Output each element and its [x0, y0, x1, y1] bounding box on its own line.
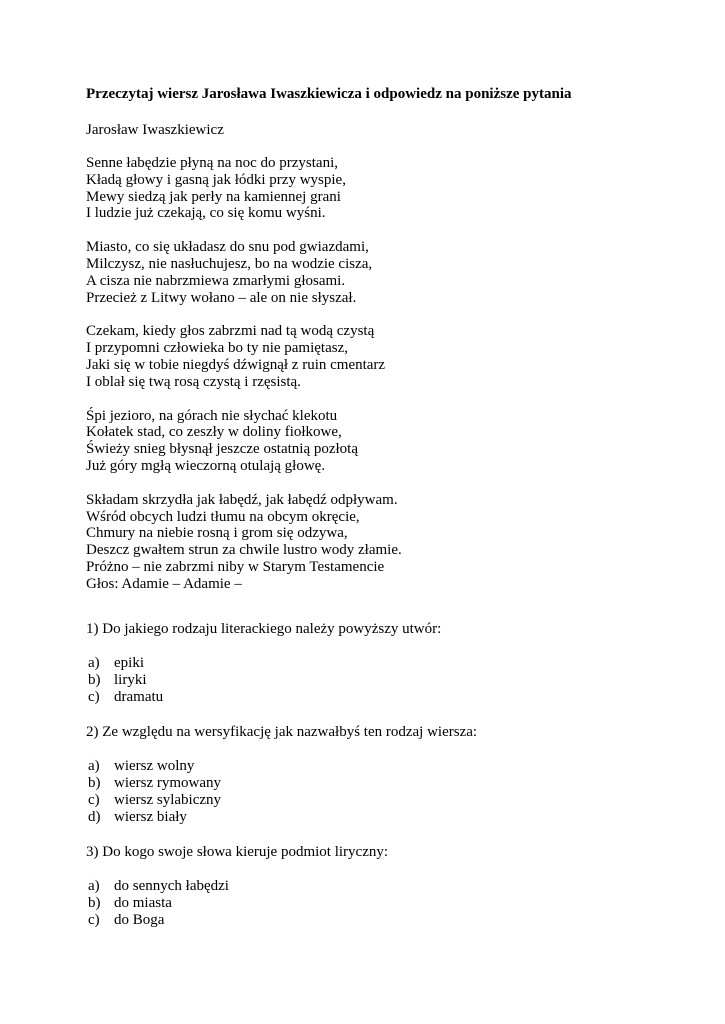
- answer-option: [86, 689, 686, 706]
- option-letter: c): [88, 911, 100, 928]
- question: [86, 620, 686, 706]
- option-letter: a): [88, 757, 100, 774]
- option-letter: b): [88, 894, 101, 911]
- option-text: do miasta: [114, 894, 172, 911]
- poem-line: Chmury na niebie rosną i grom się odzywa,: [86, 525, 348, 542]
- option-text: wiersz wolny: [114, 757, 195, 774]
- poem-line: Wśród obcych ludzi tłumu na obcym okręcie,: [86, 508, 360, 525]
- option-text: epiki: [114, 654, 144, 671]
- answer-option: [86, 672, 686, 689]
- answer-option: [86, 912, 686, 929]
- poem-line: Milczysz, nie nasłuchujesz, bo na wodzie cisza,: [86, 255, 373, 272]
- question-text: 2) Ze względu na wersyfikację jak nazwałbyś ten rodzaj wiersza:: [86, 723, 478, 740]
- answer-option: [86, 758, 686, 775]
- poem-line: Jaki się w tobie niegdyś dźwignął z ruin cmentarz: [86, 356, 386, 373]
- poem-line: A cisza nie nabrzmiewa zmarłymi głosami.: [86, 272, 346, 289]
- option-text: liryki: [114, 671, 147, 688]
- option-letter: a): [88, 654, 100, 671]
- option-text: wiersz biały: [114, 808, 187, 825]
- option-text: dramatu: [114, 688, 164, 705]
- poem-stanza: [86, 323, 686, 390]
- option-text: wiersz rymowany: [114, 774, 222, 791]
- option-text: do Boga: [114, 911, 165, 928]
- poem-line: Deszcz gwałtem strun za chwile lustro wody złamie.: [86, 542, 402, 559]
- questions-section: [86, 620, 686, 929]
- poem-stanza: [86, 239, 686, 306]
- poem-line: Kołatek stad, co zeszły w doliny fiołkowe,: [86, 424, 342, 441]
- answer-options: [86, 758, 686, 826]
- question: [86, 843, 686, 929]
- option-letter: d): [88, 808, 101, 825]
- answer-option: [86, 895, 686, 912]
- question-text: 3) Do kogo swoje słowa kieruje podmiot liryczny:: [86, 843, 389, 860]
- poem-line: I przypomni człowieka bo ty nie pamiętasz,: [86, 340, 348, 357]
- answer-options: [86, 655, 686, 706]
- poem-line: Przecież z Litwy wołano – ale on nie słyszał.: [86, 289, 357, 306]
- answer-option: [86, 792, 686, 809]
- option-letter: c): [88, 791, 100, 808]
- poem-line: Próżno – nie zabrzmi niby w Starym Testamencie: [86, 558, 385, 575]
- option-letter: c): [88, 688, 100, 705]
- poem-line: I ludzie już czekają, co się komu wyśni.: [86, 205, 326, 222]
- poem-line: Czekam, kiedy głos zabrzmi nad tą wodą czystą: [86, 323, 375, 340]
- poem-line: Głos: Adamie – Adamie –: [86, 575, 242, 592]
- option-text: wiersz sylabiczny: [114, 791, 222, 808]
- poem-stanza: [86, 155, 686, 222]
- option-letter: b): [88, 671, 101, 688]
- document-title: Przeczytaj wiersz Jarosława Iwaszkiewicza i odpowiedz na poniższe pytania: [86, 86, 572, 102]
- question: [86, 723, 686, 826]
- poem-line: Już góry mgłą wieczorną otulają głowę.: [86, 457, 326, 474]
- question-text: 1) Do jakiego rodzaju literackiego należy powyższy utwór:: [86, 620, 442, 637]
- answer-option: [86, 775, 686, 792]
- answer-option: [86, 878, 686, 895]
- poem-line: Składam skrzydła jak łabędź, jak łabędź odpływam.: [86, 491, 398, 508]
- answer-option: [86, 655, 686, 672]
- poem-stanza: [86, 492, 686, 593]
- option-letter: a): [88, 877, 100, 894]
- poem-line: Miasto, co się układasz do snu pod gwiazdami,: [86, 239, 369, 256]
- option-letter: b): [88, 774, 101, 791]
- poem-line: Senne łabędzie płyną na noc do przystani,: [86, 155, 338, 171]
- poem-line: Śpi jezioro, na górach nie słychać klekotu: [86, 407, 338, 424]
- poem-line: Świeży snieg błysnął jeszcze ostatnią pozłotą: [86, 441, 358, 458]
- poem-line: I oblał się twą rosą czystą i rzęsistą.: [86, 373, 301, 390]
- poem: [86, 155, 686, 593]
- poem-line: Mewy siedzą jak perły na kamiennej grani: [86, 188, 341, 205]
- option-text: do sennych łabędzi: [114, 877, 229, 894]
- document-content: [86, 85, 686, 946]
- poem-author: Jarosław Iwaszkiewicz: [86, 122, 224, 138]
- answer-option: [86, 809, 686, 826]
- poem-line: Kładą głowy i gasną jak łódki przy wyspie,: [86, 171, 346, 188]
- poem-stanza: [86, 408, 686, 475]
- answer-options: [86, 878, 686, 929]
